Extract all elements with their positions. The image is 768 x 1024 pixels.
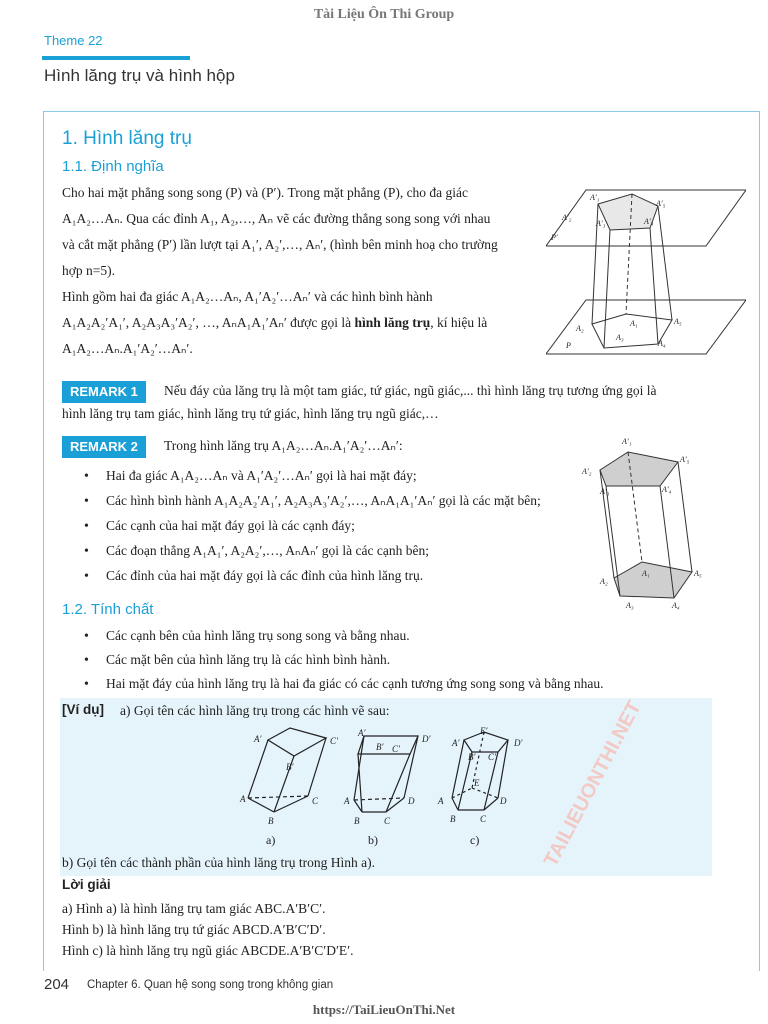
theme-label: Theme 22 xyxy=(44,33,103,48)
label: C xyxy=(312,796,319,806)
label: B′ xyxy=(286,762,294,772)
label: P xyxy=(566,341,571,350)
section-title: 1. Hình lăng trụ xyxy=(62,128,192,149)
list-item-text: Các cạnh bên của hình lăng trụ song song và bằng nhau. xyxy=(106,628,410,643)
label: B′ xyxy=(468,752,476,762)
label: A′ xyxy=(254,734,262,744)
label: B′ xyxy=(376,742,384,752)
list-item: • Các cạnh của hai mặt đáy gọi là các cạnh đáy; xyxy=(84,518,355,534)
label: A′₁ xyxy=(590,193,600,202)
label: D′ xyxy=(514,738,523,748)
list-item: • Hai đa giác A₁A₂…Aₙ và A₁′A₂′…Aₙ′ gọi là hai mặt đáy; xyxy=(84,468,417,484)
label: C xyxy=(480,814,487,824)
label: A xyxy=(438,796,444,806)
label: A′₅ xyxy=(680,455,690,464)
label: C′ xyxy=(392,744,400,754)
remark-2-list xyxy=(84,464,584,589)
label: A′₄ xyxy=(644,217,654,226)
label: A′₄ xyxy=(662,485,672,494)
remark-1-line: Nếu đáy của lăng trụ là một tam giác, tứ giác, ngũ giác,... thì hình lăng trụ tương ứng gọi là xyxy=(164,383,657,398)
label: A₅ xyxy=(694,569,702,578)
theme-underline xyxy=(42,56,190,60)
label: A₃ xyxy=(626,601,634,610)
label: A′ xyxy=(358,728,366,738)
label: A₂ xyxy=(576,324,584,333)
caption-b: b) xyxy=(368,833,378,847)
chapter-title: Chapter 6. Quan hệ song song trong không gian xyxy=(87,979,334,991)
label: D′ xyxy=(422,734,431,744)
label: A xyxy=(344,796,350,806)
label: A′₂ xyxy=(582,467,592,476)
label: A₁ xyxy=(642,569,650,578)
solution-title: Lời giải xyxy=(62,877,111,892)
label: A₄ xyxy=(658,339,666,348)
solution-line: Hình c) là hình lăng trụ ngũ giác ABCDE.A′B′C′D′E′. xyxy=(62,943,354,958)
subsection-properties: 1.2. Tính chất xyxy=(62,601,154,618)
list-item: • Hai mặt đáy của hình lăng trụ là hai đa giác có các cạnh tương ứng song song và bằng nhau. xyxy=(84,676,604,692)
label: E xyxy=(474,778,480,788)
label: A₄ xyxy=(672,601,680,610)
remark-2-intro: Trong hình lăng trụ A₁A₂…Aₙ.A₁′A₂′…Aₙ′: xyxy=(164,438,403,453)
label: A′₅ xyxy=(656,199,666,208)
definition-line: A₁A₂…Aₙ. Qua các đỉnh A₁, A₂,…, Aₙ vẽ các đường thẳng song song với nhau xyxy=(62,211,491,226)
list-item-text: Các đoạn thẳng A₁A₁′, A₂A₂′,…, AₙAₙ′ gọi là các cạnh bên; xyxy=(106,543,429,558)
definition-line: Cho hai mặt phẳng song song (P) và (P′). Trong mặt phẳng (P), cho đa giác xyxy=(62,185,469,200)
label: A′₂ xyxy=(562,213,572,222)
list-item: • Các đỉnh của hai mặt đáy gọi là các đỉnh của hình lăng trụ. xyxy=(84,568,424,584)
example-question-a: a) Gọi tên các hình lăng trụ trong các hình vẽ sau: xyxy=(120,703,390,718)
definition-line: và cắt mặt phẳng (P′) lần lượt tại A₁′, A₂′,…, Aₙ′, (hình bên minh hoạ cho trường xyxy=(62,237,498,252)
label: B xyxy=(354,816,360,826)
label: A′₁ xyxy=(622,437,632,446)
label: B xyxy=(268,816,274,826)
label: A₃ xyxy=(616,333,624,342)
list-item: • Các hình bình hành A₁A₂A₂′A₁′, A₂A₃A₃′A₂′,…, AₙA₁A₁′Aₙ′ gọi là các mặt bên; xyxy=(84,493,541,509)
list-item-text: Các hình bình hành A₁A₂A₂′A₁′, A₂A₃A₃′A₂′,…, AₙA₁A₁′Aₙ′ gọi là các mặt bên; xyxy=(106,493,541,508)
list-item-text: Hai đa giác A₁A₂…Aₙ và A₁′A₂′…Aₙ′ gọi là hai mặt đáy; xyxy=(106,468,417,483)
solution-text xyxy=(62,898,562,961)
definition-text-part: , kí hiệu là xyxy=(430,315,488,330)
list-item-text: Các đỉnh của hai mặt đáy gọi là các đỉnh của hình lăng trụ. xyxy=(106,568,424,583)
definition-text-part: A₁A₂A₂′A₁′, A₂A₃A₃′A₂′, …, AₙA₁A₁′Aₙ′ được gọi là xyxy=(62,315,355,330)
label: A xyxy=(240,794,246,804)
label: A′₃ xyxy=(596,219,606,228)
footer-url-link[interactable]: https://TaiLieuOnThi.Net xyxy=(312,1002,456,1017)
label: A₅ xyxy=(674,317,682,326)
prism-between-planes-figure xyxy=(546,184,746,358)
watermark: TAILIEUONTHI.NET xyxy=(540,697,646,871)
example-tag: [Ví dụ] xyxy=(62,702,104,717)
definition-line: hợp n=5). xyxy=(62,263,115,278)
list-item-text: Các mặt bên của hình lăng trụ là các hình bình hành. xyxy=(106,652,391,667)
theme-title: Hình lăng trụ và hình hộp xyxy=(44,66,235,85)
label: P′ xyxy=(551,233,558,242)
list-item: • Các mặt bên của hình lăng trụ là các hình bình hành. xyxy=(84,652,391,668)
bottom-base-shaded xyxy=(614,562,692,598)
solution-line: Hình b) là hình lăng trụ tứ giác ABCD.A′B′C′D′. xyxy=(62,922,326,937)
remark-2-badge: REMARK 2 xyxy=(62,436,146,458)
label: E′ xyxy=(480,726,488,736)
label: B xyxy=(450,814,456,824)
subsection-definition: 1.1. Định nghĩa xyxy=(62,158,164,175)
remark-1-line: hình lăng trụ tam giác, hình lăng trụ tứ giác, hình lăng trụ ngũ giác,… xyxy=(62,406,439,421)
label: C xyxy=(384,816,391,826)
prism-term: hình lăng trụ xyxy=(354,315,431,330)
example-figures xyxy=(236,726,586,850)
label: A′₃ xyxy=(600,487,610,496)
caption-a: a) xyxy=(266,833,276,847)
definition-text xyxy=(62,180,530,362)
pentagonal-prism-figure xyxy=(580,432,720,612)
solution-line: a) Hình a) là hình lăng trụ tam giác ABC.A′B′C′. xyxy=(62,901,326,916)
definition-line xyxy=(62,310,530,336)
site-header: Tài Liệu Ôn Thi Group xyxy=(313,7,455,22)
list-item-text: Các cạnh của hai mặt đáy gọi là các cạnh đáy; xyxy=(106,518,355,533)
list-item: • Các cạnh bên của hình lăng trụ song song và bằng nhau. xyxy=(84,628,410,644)
label: A₁ xyxy=(630,319,638,328)
list-item-text: Hai mặt đáy của hình lăng trụ là hai đa giác có các cạnh tương ứng song song và bằng nhau. xyxy=(106,676,604,691)
page-number: 204 xyxy=(44,976,70,993)
top-base-shaded xyxy=(600,452,678,486)
label: C′ xyxy=(330,736,338,746)
list-item: • Các đoạn thẳng A₁A₁′, A₂A₂′,…, AₙAₙ′ gọi là các cạnh bên; xyxy=(84,543,429,559)
label: D xyxy=(408,796,415,806)
definition-line: Hình gồm hai đa giác A₁A₂…Aₙ, A₁′A₂′…Aₙ′ và các hình bình hành xyxy=(62,289,433,304)
example-question-b: b) Gọi tên các thành phần của hình lăng trụ trong Hình a). xyxy=(62,855,376,870)
label: D xyxy=(500,796,507,806)
remark-1-badge: REMARK 1 xyxy=(62,381,146,403)
label: C′ xyxy=(488,752,496,762)
definition-line: A₁A₂…Aₙ.A₁′A₂′…Aₙ′. xyxy=(62,341,193,356)
caption-c: c) xyxy=(470,833,480,847)
properties-list xyxy=(84,624,754,696)
label: A′ xyxy=(452,738,460,748)
label: A₂ xyxy=(600,577,608,586)
